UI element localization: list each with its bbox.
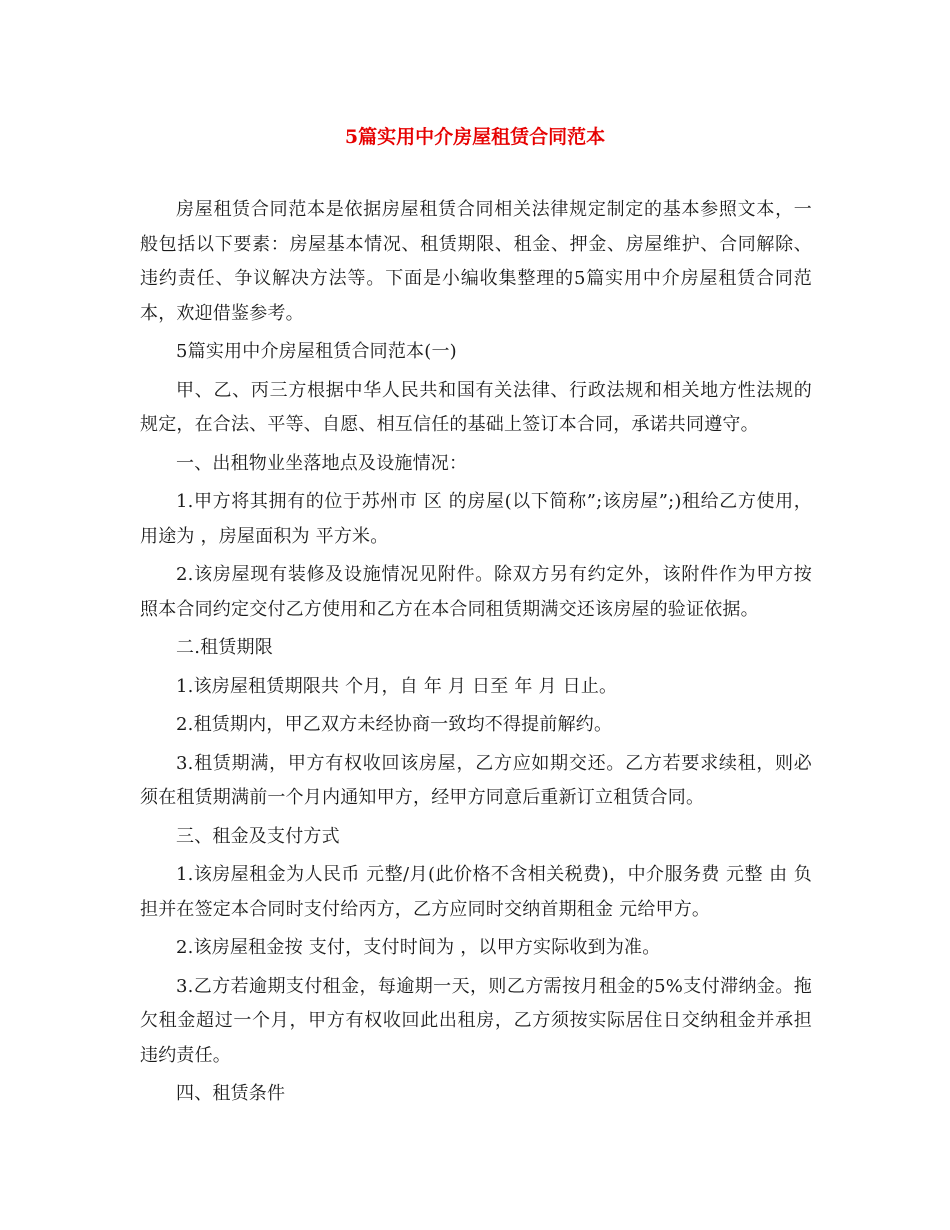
preamble-paragraph: 甲、乙、丙三方根据中华人民共和国有关法律、行政法规和相关地方性法规的规定，在合法、平等、自愿、相互信任的基础上签订本合同，承诺共同遵守。 — [140, 379, 812, 435]
clause-item: 2.该房屋现有装修及设施情况见附件。除双方另有约定外，该附件作为甲方按照本合同约定交付乙方使用和乙方在本合同租赁期满交还该房屋的验证依据。 — [140, 564, 812, 620]
clause-item: 2.租赁期内，甲乙双方未经协商一致均不得提前解约。 — [176, 714, 613, 735]
clause-heading: 三、租金及支付方式 — [176, 825, 340, 847]
clause-item: 3.租赁期满，甲方有权收回该房屋，乙方应如期交还。乙方若要求续租，则必须在租赁期满前一个月内通知甲方，经甲方同意后重新订立租赁合同。 — [140, 752, 812, 808]
document-body — [140, 193, 812, 1116]
intro-paragraph: 房屋租赁合同范本是依据房屋租赁合同相关法律规定制定的基本参照文本，一般包括以下要素：房屋基本情况、租赁期限、租金、押金、房屋维护、合同解除、违约责任、争议解决方法等。下面是小编收集整理的5篇实用中介房屋租赁合同范本，欢迎借鉴参考。 — [140, 199, 812, 324]
document-title: 5篇实用中介房屋租赁合同范本 — [344, 126, 606, 148]
clause-item: 1.该房屋租赁期限共 个月，自 年 月 日至 年 月 日止。 — [176, 675, 618, 697]
clause-item: 2.该房屋租金按 支付，支付时间为 ，以甲方实际收到为准。 — [176, 937, 661, 958]
clause-heading: 四、租赁条件 — [176, 1083, 286, 1104]
clause-heading: 一、出租物业坐落地点及设施情况： — [176, 452, 468, 474]
clause-heading: 二.租赁期限 — [176, 637, 273, 658]
section-heading: 5篇实用中介房屋租赁合同范本(一) — [176, 341, 457, 362]
clause-item: 1.该房屋租金为人民币 元整/月(此价格不含相关税费)，中介服务费 元整 由 负担并在签定本合同时支付给丙方，乙方应同时交纳首期租金 元给甲方。 — [140, 864, 812, 920]
clause-item: 1.甲方将其拥有的位于苏州市 区 的房屋(以下简称”;该房屋”;)租给乙方使用，用途为 ，房屋面积为 平方米。 — [140, 491, 812, 547]
clause-item: 3.乙方若逾期支付租金，每逾期一天，则乙方需按月租金的5%支付滞纳金。拖欠租金超过一个月，甲方有权收回此出租房，乙方须按实际居住日交纳租金并承担违约责任。 — [140, 975, 812, 1066]
